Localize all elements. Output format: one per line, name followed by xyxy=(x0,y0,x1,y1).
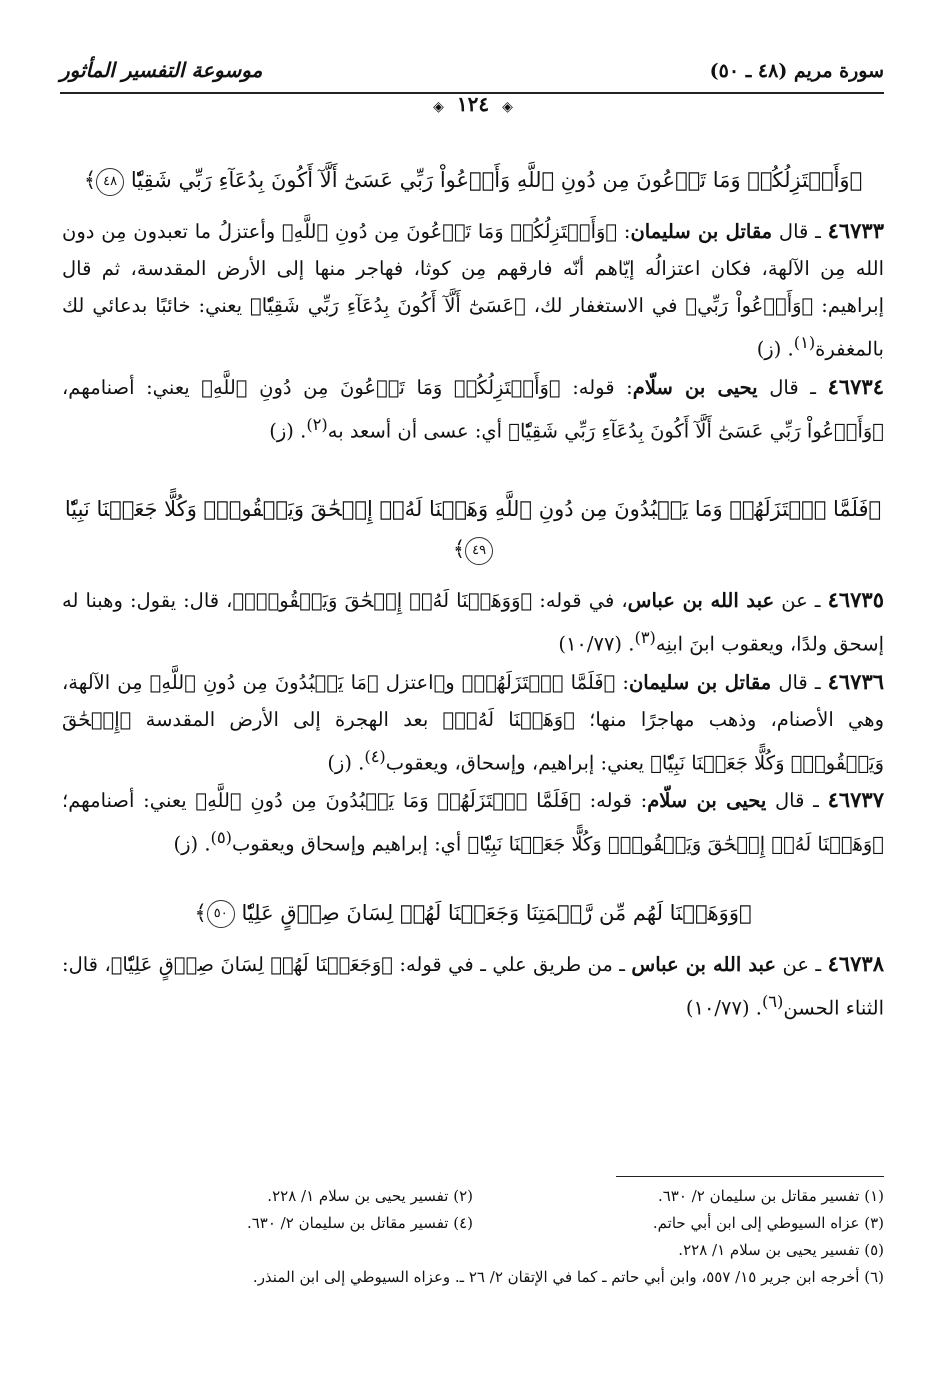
entry-prefix: ـ عن xyxy=(774,589,828,612)
entry-text: : قوله: ﴿وَأَعۡتَزِلُكُمۡ وَمَا تَدۡعُونَ مِن دُونِ ٱللَّهِ﴾ يعني: أصنامهم، ﴿وَأَدۡعُواْ رَبِّي عَسَىٰٓ أَلَّآ أَكُونَ بِدُعَآءِ رَبِّي شَقِيّٗا﴾ أي: عسى أن أسعد به xyxy=(62,375,884,442)
entry-46733 xyxy=(62,212,884,368)
verse-text: ﴿فَلَمَّا ٱعۡتَزَلَهُمۡ وَمَا يَعۡبُدُونَ مِن دُونِ ٱللَّهِ وَهَبۡنَا لَهُۥٓ إِسۡحَٰقَ وَيَعۡقُوبَۖ وَكُلًّا جَعَلۡنَا نَبِيّٗا xyxy=(64,497,882,521)
narrator-name: مقاتل بن سليمان xyxy=(630,220,773,243)
entry-tail: . (١٠/٧٧) xyxy=(558,632,635,656)
entry-text: : ﴿فَلَمَّا ٱعۡتَزَلَهُمۡ﴾ و﴿اعتزل ﴿مَا يَعۡبُدُونَ مِن دُونِ ٱللَّهِ﴾ مِن الآلهة، وهي الأصنام، وذهب مهاجرًا منها؛ ﴿وَهَبۡنَا لَهُۥٓ﴾ بعد الهجرة إلى الأرض المقدسة ﴿إِسۡحَٰقَ وَيَعۡقُوبَۖ وَكُلًّا جَعَلۡنَا نَبِيّٗا﴾ يعني: إبراهيم، وإسحاق، ويعقوب xyxy=(62,670,884,774)
footnote-5: (٥) تفسير يحيى بن سلام ١/ ٢٢٨. xyxy=(678,1241,884,1259)
footnote-ref[interactable]: (٣) xyxy=(634,628,656,647)
entry-46735 xyxy=(62,581,884,663)
narrator-name: يحيى بن سلّام xyxy=(647,789,767,812)
footnote-3: (٣) عزاه السيوطي إلى ابن أبي حاتم. xyxy=(652,1214,884,1232)
footnote-divider xyxy=(616,1176,884,1177)
verse-close: ﴾ xyxy=(452,537,466,561)
verse-50 xyxy=(62,893,884,933)
page-body xyxy=(62,160,884,1026)
verse-close: ﴾ xyxy=(83,168,97,192)
footnote-6: (٦) أخرجه ابن جرير ١٥/ ٥٥٧، وابن أبي حاتم ـ كما في الإتقان ٢/ ٢٦ ـ. وعزاه السيوطي إلى ابن المنذر. xyxy=(252,1268,884,1286)
entry-number: ٤٦٧٣٦ xyxy=(827,668,885,694)
footnote-ref[interactable]: (١) xyxy=(793,333,816,352)
verse-close: ﴾ xyxy=(194,900,207,925)
entry-text: ، في قوله: ﴿وَوَهَبۡنَا لَهُۥٓ إِسۡحَٰقَ وَيَعۡقُوبَۖ﴾، قال: يقول: وهبنا له إسحق ولدًا، ويعقوب ابنَ ابنِه xyxy=(62,589,884,656)
entry-prefix: ـ قال xyxy=(771,670,828,694)
page-number: ١٢٤ xyxy=(456,92,490,116)
entry-tail: . (ز) xyxy=(173,832,211,856)
entry-text: : ﴿وَأَعۡتَزِلُكُمۡ وَمَا تَدۡعُونَ مِن دُونِ ٱللَّهِ﴾ وأعتزلُ ما تعبدون مِن دون الله مِن الآلهة، فكان اعتزالُه إيّاهم أنّه فارقهم مِن كوثا، فهاجر منها إلى الأرض المقدسة، ثم قال إبراهيم: ﴿وَأَدۡعُواْ رَبِّي﴾ في الاستغفار لك، ﴿عَسَىٰٓ أَلَّآ أَكُونَ بِدُعَآءِ رَبِّي شَقِيّٗا﴾ يعني: خائبًا بدعائي لك بالمغفرة xyxy=(62,220,884,361)
entry-46736 xyxy=(62,663,884,782)
ayah-number-icon: ٥٠ xyxy=(207,900,235,928)
entry-tail: . (١٠/٧٧) xyxy=(685,996,762,1019)
narrator-name: عبد الله بن عباس xyxy=(631,952,777,976)
entry-46738 xyxy=(62,945,884,1027)
entry-tail: . (ز) xyxy=(269,419,307,442)
entry-prefix: ـ عن xyxy=(776,952,828,976)
footnotes xyxy=(62,1183,884,1291)
entry-prefix: ـ قال xyxy=(757,375,828,399)
entry-46734 xyxy=(62,368,884,450)
entry-number: ٤٦٧٣٣ xyxy=(827,218,884,243)
footnote-ref[interactable]: (٤) xyxy=(364,746,386,766)
entry-tail: . (ز) xyxy=(756,337,794,361)
ayah-number-icon: ٤٩ xyxy=(465,537,493,565)
narrator-name: يحيى بن سلّام xyxy=(632,375,758,399)
entry-text: ـ من طريق علي ـ في قوله: ﴿وَجَعَلۡنَا لَهُمۡ لِسَانَ صِدۡقٍ عَلِيّٗا﴾، قال: الثناء الحسن xyxy=(62,952,884,1019)
verse-text: ﴿وَوَهَبۡنَا لَهُم مِّن رَّحۡمَتِنَا وَجَعَلۡنَا لَهُمۡ لِسَانَ صِدۡقٍ عَلِيّٗا xyxy=(241,900,752,925)
entry-prefix: ـ قال xyxy=(766,789,828,812)
entry-tail: . (ز) xyxy=(327,751,365,774)
ornament-icon: ◈ xyxy=(502,99,513,115)
footnote-2: (٢) تفسير يحيى بن سلام ١/ ٢٢٨. xyxy=(267,1187,473,1205)
entry-number: ٤٦٧٣٧ xyxy=(827,787,884,812)
verse-text: ﴿وَأَعۡتَزِلُكُمۡ وَمَا تَدۡعُونَ مِن دُونِ ٱللَّهِ وَأَدۡعُواْ رَبِّي عَسَىٰٓ أَلَّآ أَكُونَ بِدُعَآءِ رَبِّي شَقِيّٗا xyxy=(130,168,863,192)
entry-46737 xyxy=(62,781,884,863)
page-number-line xyxy=(0,92,946,116)
narrator-name: عبد الله بن عباس xyxy=(627,589,775,612)
running-header xyxy=(60,58,884,92)
ayah-number-icon: ٤٨ xyxy=(96,168,124,196)
footnote-ref[interactable]: (٦) xyxy=(761,991,784,1011)
book-title: موسوعة التفسير المأثور xyxy=(60,58,263,82)
footnote-1: (١) تفسير مقاتل بن سليمان ٢/ ٦٣٠. xyxy=(657,1187,884,1205)
narrator-name: مقاتل بن سليمان xyxy=(628,670,772,694)
verse-48 xyxy=(62,160,884,200)
surah-title: سورة مريم (٤٨ ـ ٥٠) xyxy=(709,60,884,82)
footnote-ref[interactable]: (٥) xyxy=(210,828,232,847)
entry-number: ٤٦٧٣٤ xyxy=(827,373,884,399)
ornament-icon: ◈ xyxy=(433,99,444,115)
entry-prefix: ـ قال xyxy=(772,220,828,243)
entry-number: ٤٦٧٣٨ xyxy=(827,950,884,976)
entry-text: : قوله: ﴿فَلَمَّا ٱعۡتَزَلَهُمۡ وَمَا يَعۡبُدُونَ مِن دُونِ ٱللَّهِ﴾ يعني: أصنامهم؛ ﴿وَهَبۡنَا لَهُۥٓ إِسۡحَٰقَ وَيَعۡقُوبَۖ وَكُلًّا جَعَلۡنَا نَبِيّٗا﴾ أي: إبراهيم وإسحاق ويعقوب xyxy=(62,789,884,856)
verse-49 xyxy=(62,489,884,569)
entry-number: ٤٦٧٣٥ xyxy=(827,587,884,612)
footnote-ref[interactable]: (٢) xyxy=(306,414,328,434)
footnote-4: (٤) تفسير مقاتل بن سليمان ٢/ ٦٣٠. xyxy=(246,1214,473,1232)
